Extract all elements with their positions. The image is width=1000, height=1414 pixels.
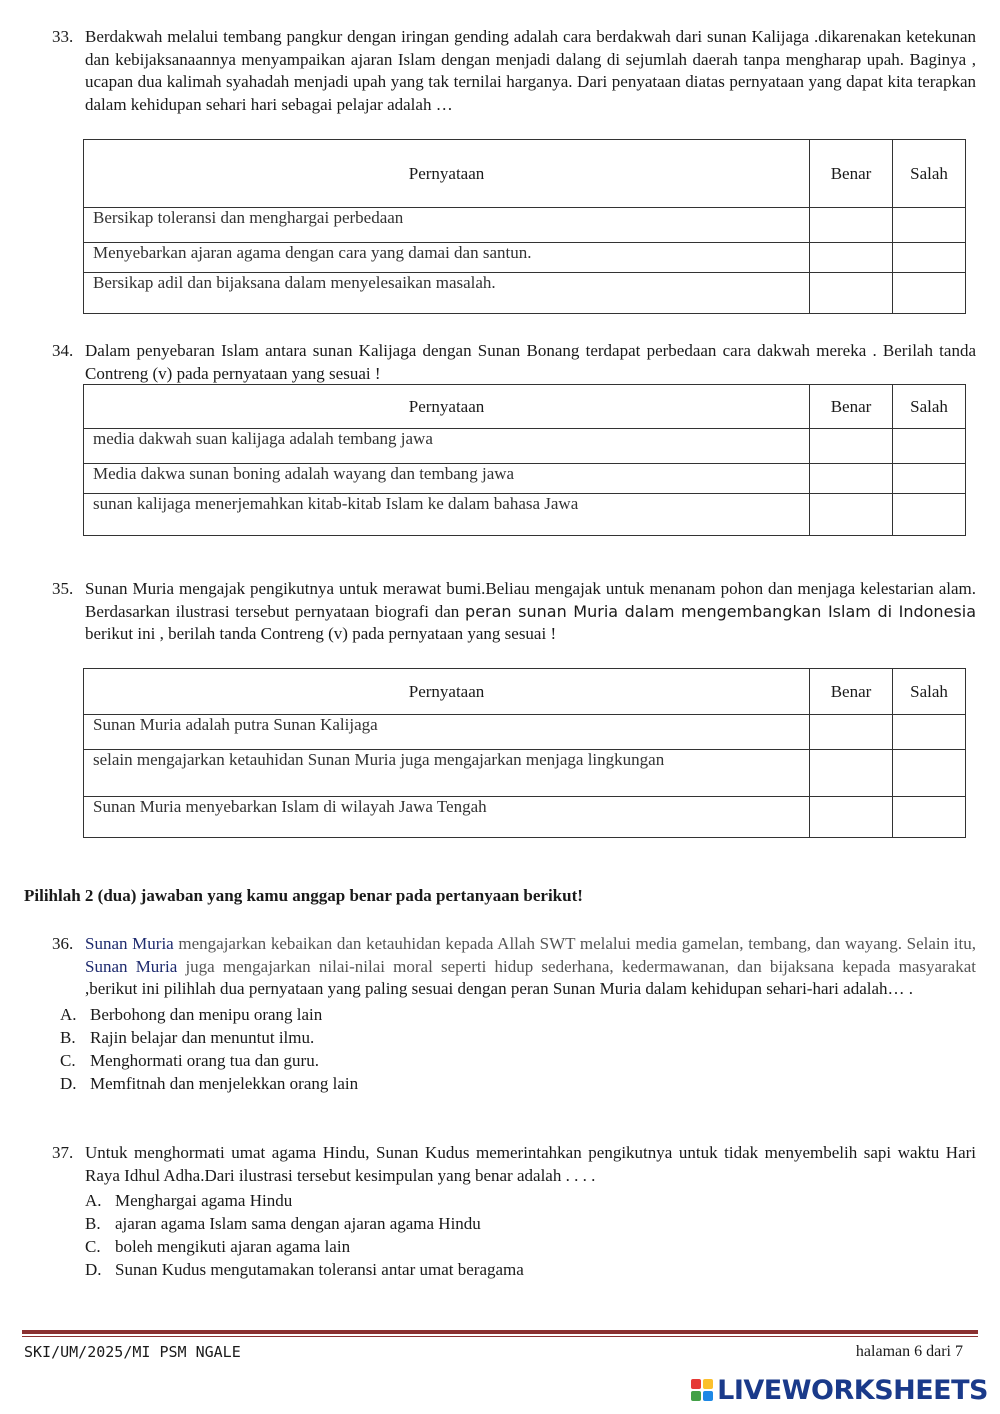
option-d[interactable]: D. Sunan Kudus mengutamakan toleransi antar umat beragama — [85, 1260, 524, 1279]
benar-checkbox[interactable] — [810, 715, 893, 750]
table-row — [84, 494, 966, 536]
benar-checkbox[interactable] — [810, 464, 893, 494]
true-false-table-33 — [83, 139, 966, 314]
header-pernyataan: Pernyataan — [84, 385, 810, 429]
table-row — [84, 273, 966, 314]
salah-checkbox[interactable] — [893, 750, 966, 797]
question-text-part: juga mengajarkan nilai-nilai moral seperti hidup sederhana, kedermawanan, dan bijaksana kepada masyarakat — [177, 956, 976, 976]
true-false-table-34 — [83, 384, 966, 536]
table-row — [84, 715, 966, 750]
benar-checkbox[interactable] — [810, 429, 893, 464]
question-number: 34. — [52, 341, 74, 360]
statement-cell: selain mengajarkan ketauhidan Sunan Muria juga mengajarkan menjaga lingkungan — [84, 750, 810, 797]
footer-divider — [22, 1330, 978, 1334]
question-text: Untuk menghormati umat agama Hindu, Sunan Kudus memerintahkan pengikutnya untuk tidak menyembelih sapi waktu Hari Raya Idhul Adha.Dari ilustrasi tersebut kesimpulan yang benar adalah . . . . — [85, 1143, 976, 1185]
section-instruction: Pilihlah 2 (dua) jawaban yang kamu anggap benar pada pertanyaan berikut! — [24, 886, 583, 905]
table-row — [84, 429, 966, 464]
benar-checkbox[interactable] — [810, 243, 893, 273]
header-pernyataan: Pernyataan — [84, 669, 810, 715]
question-36 — [52, 933, 976, 1095]
option-a[interactable]: A. Menghargai agama Hindu — [85, 1191, 293, 1210]
statement-cell: sunan kalijaga menerjemahkan kitab-kitab Islam ke dalam bahasa Jawa — [84, 494, 810, 536]
highlighted-name: Sunan Muria — [85, 956, 178, 976]
salah-checkbox[interactable] — [893, 243, 966, 273]
statement-cell: Sunan Muria menyebarkan Islam di wilayah Jawa Tengah — [84, 797, 810, 838]
header-salah: Salah — [893, 140, 966, 208]
statement-cell: Bersikap toleransi dan menghargai perbedaan — [84, 208, 810, 243]
header-salah: Salah — [893, 385, 966, 429]
benar-checkbox[interactable] — [810, 208, 893, 243]
options-list — [85, 1189, 976, 1281]
question-number: 36. — [52, 934, 74, 953]
option-b[interactable]: B. ajaran agama Islam sama dengan ajaran agama Hindu — [85, 1214, 481, 1233]
table-row — [84, 797, 966, 838]
salah-checkbox[interactable] — [893, 464, 966, 494]
table-row — [84, 208, 966, 243]
salah-checkbox[interactable] — [893, 494, 966, 536]
benar-checkbox[interactable] — [810, 494, 893, 536]
header-benar: Benar — [810, 669, 893, 715]
question-text-part: ,berikut ini pilihlah dua pernyataan yang paling sesuai dengan peran Sunan Muria dalam kehidupan sehari-hari adalah… . — [85, 979, 914, 998]
question-text — [85, 578, 976, 646]
question-number: 35. — [52, 579, 74, 598]
option-a[interactable]: A. Berbohong dan menipu orang lain — [60, 1004, 323, 1024]
header-benar: Benar — [810, 385, 893, 429]
question-37 — [52, 1142, 976, 1281]
table-row — [84, 750, 966, 797]
salah-checkbox[interactable] — [893, 273, 966, 314]
question-34 — [52, 340, 976, 385]
salah-checkbox[interactable] — [893, 208, 966, 243]
liveworksheets-watermark — [691, 1374, 988, 1406]
liveworksheets-logo-text: LIVEWORKSHEETS — [717, 1374, 988, 1406]
footer-divider-thin — [22, 1336, 978, 1337]
options-list — [60, 1003, 976, 1095]
question-number: 37. — [52, 1143, 74, 1162]
highlighted-name: Sunan Muria — [85, 934, 174, 953]
question-text-part: Sunan Muria mengajak pengikutnya untuk merawat bumi.Beliau mengajak untuk menanam pohon dan menjaga kelestarian alam. Berdasarkan ilustrasi tersebut pernyataan biografi dan — [85, 579, 976, 621]
benar-checkbox[interactable] — [810, 273, 893, 314]
table-row — [84, 243, 966, 273]
question-text — [85, 933, 976, 1001]
statement-cell: media dakwah suan kalijaga adalah tembang jawa — [84, 429, 810, 464]
question-number: 33. — [52, 27, 74, 46]
statement-cell: Bersikap adil dan bijaksana dalam menyelesaikan masalah. — [84, 273, 810, 314]
header-salah: Salah — [893, 669, 966, 715]
table-row — [84, 464, 966, 494]
document-code: SKI/UM/2025/MI PSM NGALE — [24, 1343, 241, 1361]
true-false-table-35 — [83, 668, 966, 838]
question-35 — [52, 578, 976, 646]
statement-cell: Sunan Muria adalah putra Sunan Kalijaga — [84, 715, 810, 750]
question-text-part: berikut ini , berilah tanda Contreng (v) pada pernyataan yang sesuai ! — [85, 624, 557, 643]
statement-cell: Menyebarkan ajaran agama dengan cara yang damai dan santun. — [84, 243, 810, 273]
statement-cell: Media dakwa sunan boning adalah wayang dan tembang jawa — [84, 464, 810, 494]
header-benar: Benar — [810, 140, 893, 208]
option-c[interactable]: C. Menghormati orang tua dan guru. — [60, 1050, 319, 1070]
option-d[interactable]: D. Memfitnah dan menjelekkan orang lain — [60, 1073, 359, 1093]
page-number: halaman 6 dari 7 — [855, 1343, 963, 1360]
question-33 — [52, 26, 976, 116]
salah-checkbox[interactable] — [893, 715, 966, 750]
option-b[interactable]: B. Rajin belajar dan menuntut ilmu. — [60, 1027, 315, 1047]
question-text: Dalam penyebaran Islam antara sunan Kalijaga dengan Sunan Bonang terdapat perbedaan cara dakwah mereka . Berilah tanda Contreng (v) pada pernyataan yang sesuai ! — [85, 341, 976, 383]
header-pernyataan: Pernyataan — [84, 140, 810, 208]
option-c[interactable]: C. boleh mengikuti ajaran agama lain — [85, 1237, 351, 1256]
question-text: Berdakwah melalui tembang pangkur dengan iringan gending adalah cara berdakwah dari sunan Kalijaga .dikarenakan ketekunan dan kebijaksanaannya menyampaikan ajaran Islam dengan menjadi dalang di sejumlah daerah tanpa mengharap upah. Baginya , ucapan dua kalimah syahadah menjadi upah yang tak ternilai harganya. Dari penyataan diatas pernyataan yang dapat kita terapkan dalam kehidupan sehari hari sebagai pelajar adalah … — [85, 27, 976, 114]
question-text-emphasis: peran sunan Muria dalam mengembangkan Islam di Indonesia — [465, 601, 976, 621]
liveworksheets-logo-icon — [691, 1379, 713, 1401]
question-text-part: mengajarkan kebaikan dan ketauhidan kepada Allah SWT melalui media gamelan, tembang, dan wayang. Selain itu, — [173, 934, 977, 953]
salah-checkbox[interactable] — [893, 797, 966, 838]
benar-checkbox[interactable] — [810, 750, 893, 797]
salah-checkbox[interactable] — [893, 429, 966, 464]
benar-checkbox[interactable] — [810, 797, 893, 838]
